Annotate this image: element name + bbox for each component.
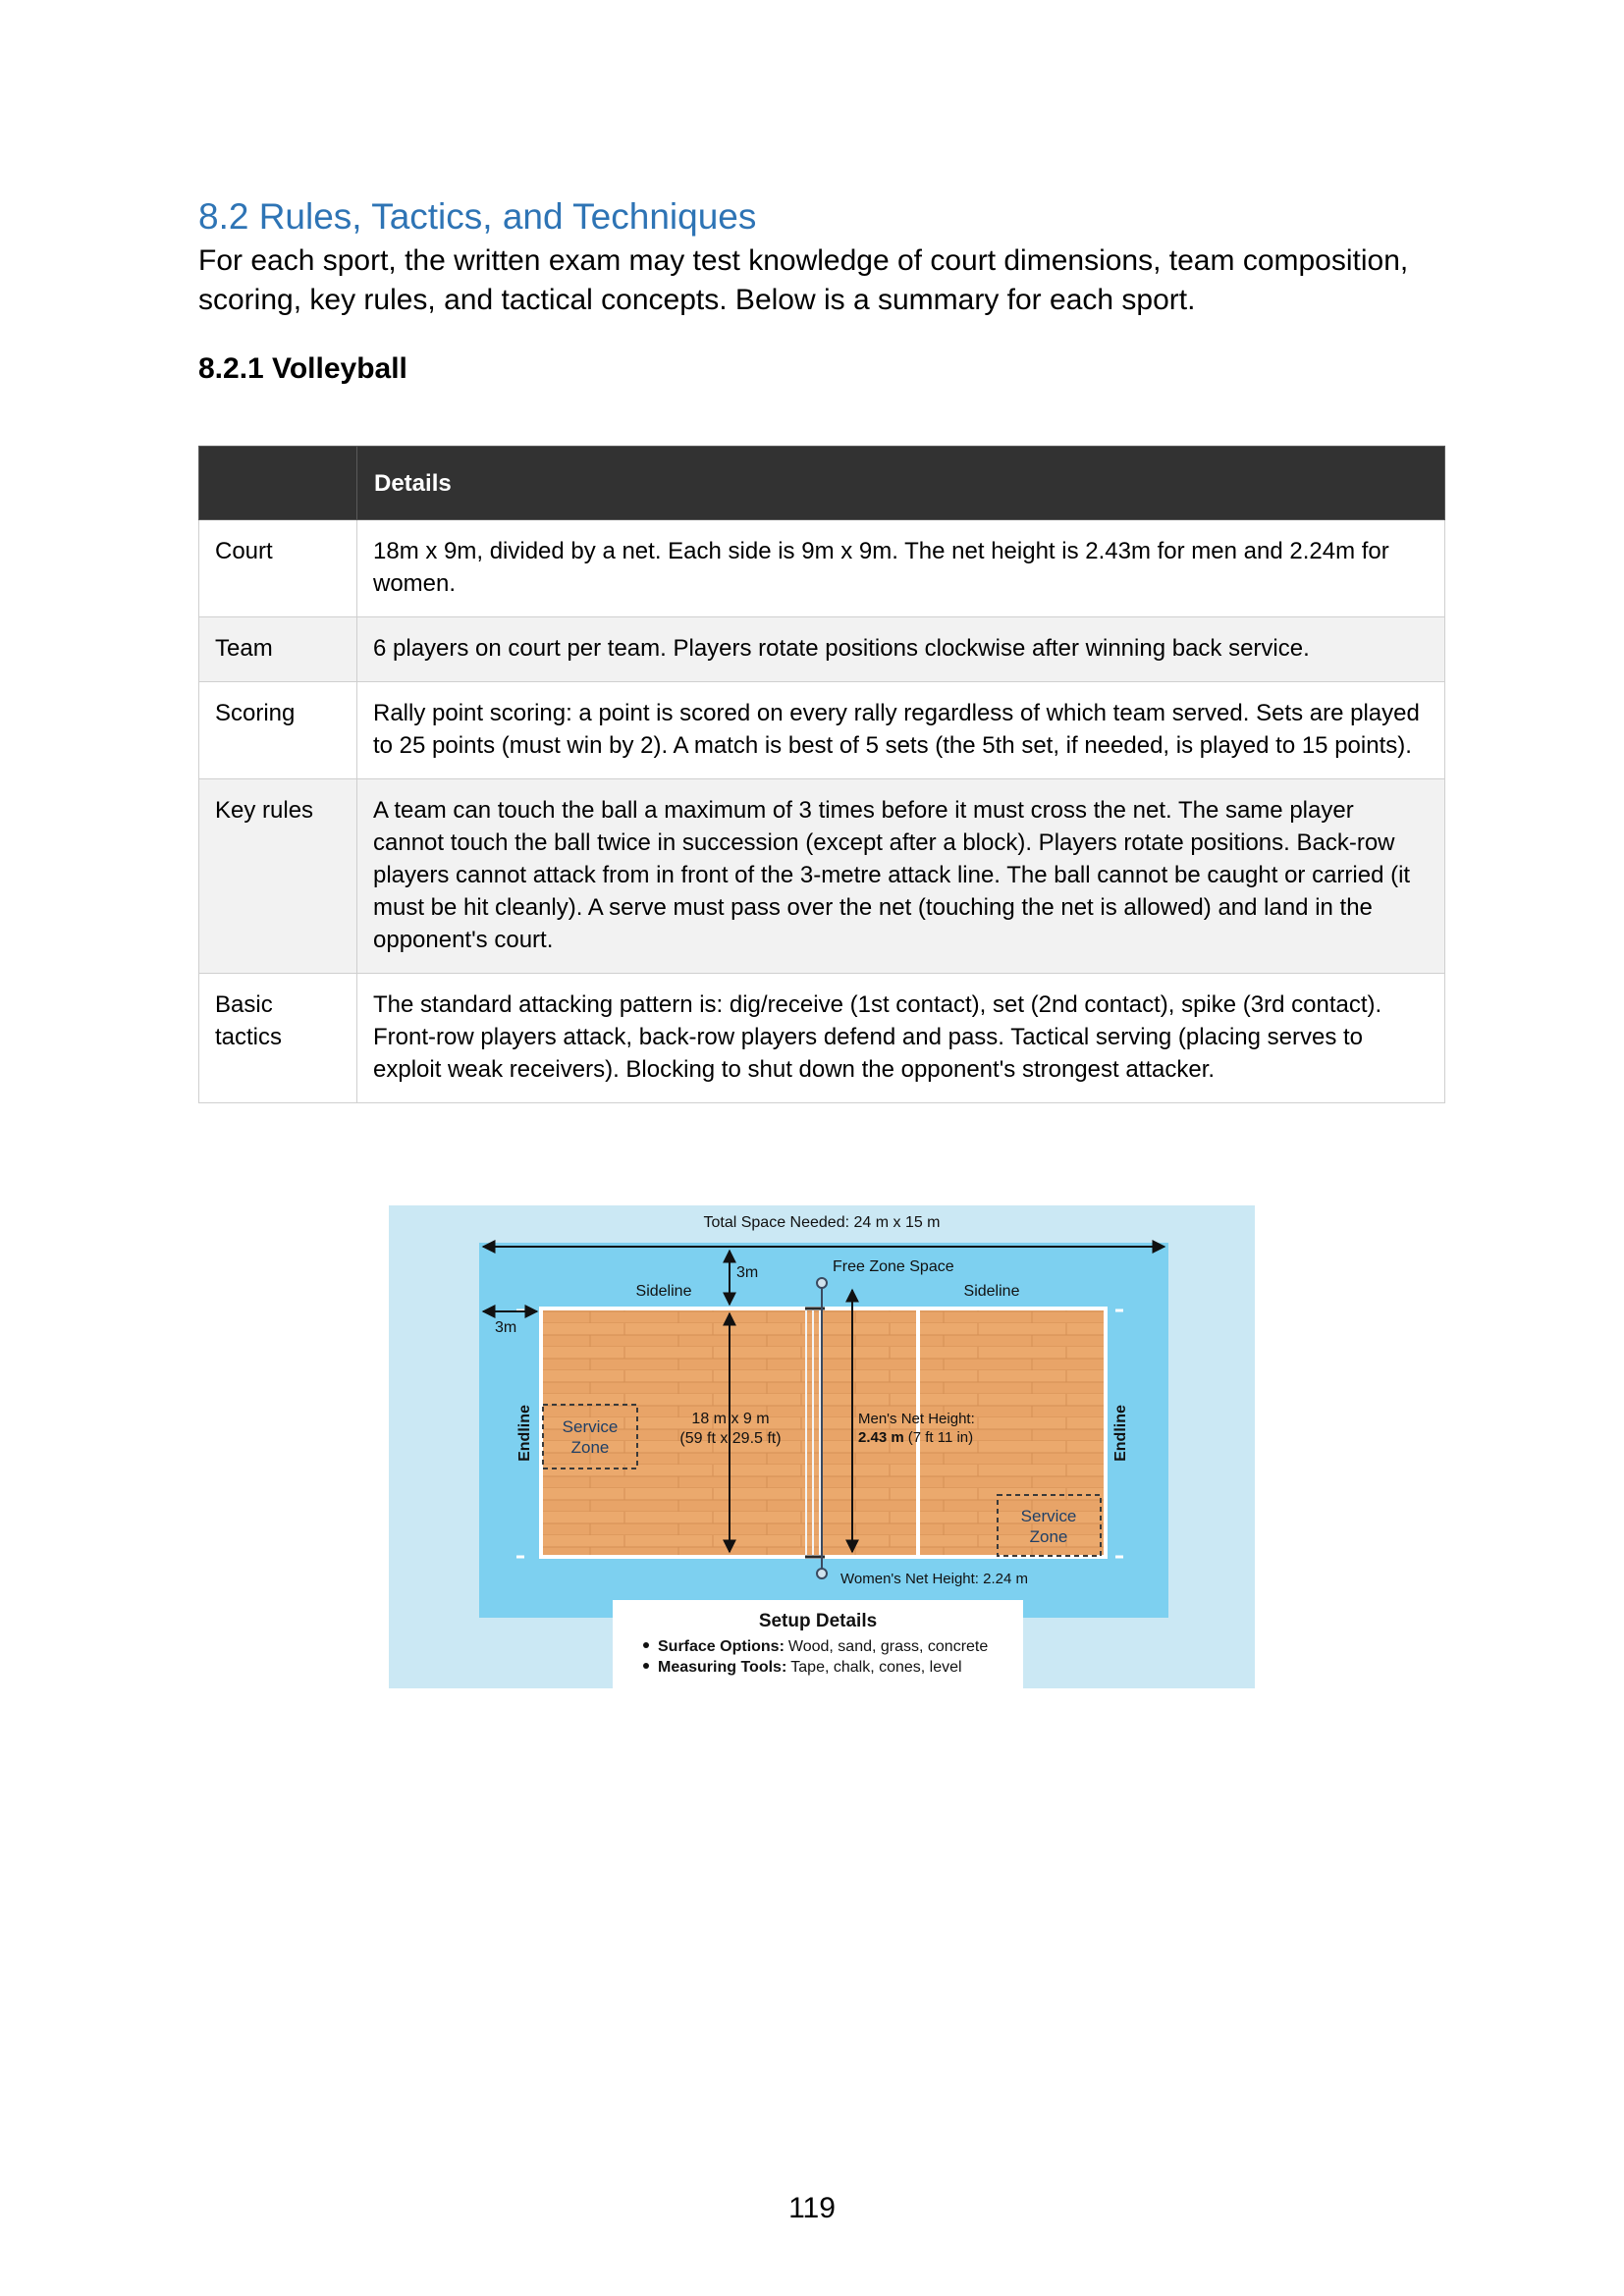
row-label: Court [199, 520, 357, 617]
page-number: 119 [788, 2192, 836, 2224]
row-label: Key rules [199, 779, 357, 974]
table-header-row [199, 447, 1445, 520]
row-label: Scoring [199, 682, 357, 779]
sideline-left-label: Sideline [635, 1283, 692, 1300]
row-label: Team [199, 617, 357, 682]
volleyball-court-diagram [389, 1205, 1255, 1688]
row-details: 18m x 9m, divided by a net. Each side is 9m x 9m. The net height is 2.43m for men and 2.24m for women. [357, 520, 1445, 617]
subsection-title: 8.2.1 Volleyball [198, 352, 407, 385]
court-size-line2: (59 ft x 29.5 ft) [679, 1430, 782, 1447]
endline-left-label: Endline [516, 1405, 533, 1462]
service-zone-left-line1: Service [562, 1417, 619, 1436]
row-label: Basic tactics [199, 974, 357, 1103]
row-details: Rally point scoring: a point is scored on every rally regardless of which team served. Sets are played to 25 points (must win by 2). A match is best of 5 sets (the 5th set, if needed, is played to 15 points). [357, 682, 1445, 779]
setup-details-title: Setup Details [758, 1611, 878, 1631]
table-row [199, 974, 1445, 1103]
service-zone-left-line2: Zone [570, 1438, 610, 1457]
bullet-icon [643, 1663, 649, 1669]
mens-net-label: Men's Net Height: [858, 1411, 975, 1427]
mens-net-value: 2.43 m (7 ft 11 in) [858, 1429, 974, 1446]
intro-paragraph: For each sport, the written exam may test knowledge of court dimensions, team composition, scoring, key rules, and tactical concepts. Below is a summary for each sport. [198, 244, 1409, 316]
endline-right-label: Endline [1112, 1405, 1129, 1462]
sideline-right-label: Sideline [963, 1283, 1020, 1300]
free-zone-label: Free Zone Space [833, 1258, 954, 1275]
table-row [199, 520, 1445, 617]
row-details: The standard attacking pattern is: dig/receive (1st contact), set (2nd contact), spike (3rd contact). Front-row players attack, back-row players defend and pass. Tactical serving (placing serves to exploit weak receivers). Blocking to shut down the opponent's strongest attacker. [357, 974, 1445, 1103]
womens-net-label: Women's Net Height: 2.24 m [840, 1571, 1029, 1587]
table-header-empty [199, 447, 357, 520]
left-3m-label: 3m [495, 1319, 517, 1336]
table-row [199, 682, 1445, 779]
section-title: 8.2 Rules, Tactics, and Techniques [198, 196, 757, 237]
service-zone-right-line2: Zone [1029, 1527, 1068, 1546]
row-details: A team can touch the ball a maximum of 3 times before it must cross the net. The same player cannot touch the ball twice in succession (except after a block). Players rotate positions. Back-row players cannot attack from in front of the 3-metre attack line. The ball cannot be caught or carried (it must be hit cleanly). A serve must pass over the net (touching the net is allowed) and land in the opponent's court. [357, 779, 1445, 974]
table-header-details: Details [357, 447, 1445, 520]
volleyball-rules-table [198, 446, 1445, 1103]
table-row [199, 617, 1445, 682]
row-details: 6 players on court per team. Players rotate positions clockwise after winning back service. [357, 617, 1445, 682]
surface-options: Surface Options: Wood, sand, grass, concrete [658, 1638, 989, 1655]
total-space-label: Total Space Needed: 24 m x 15 m [703, 1214, 941, 1231]
service-zone-right-line1: Service [1020, 1507, 1077, 1525]
bullet-icon [643, 1642, 649, 1648]
table-row [199, 779, 1445, 974]
measuring-tools: Measuring Tools: Tape, chalk, cones, level [658, 1659, 962, 1676]
court-size-line1: 18 m x 9 m [691, 1411, 770, 1427]
top-3m-label: 3m [736, 1264, 759, 1281]
